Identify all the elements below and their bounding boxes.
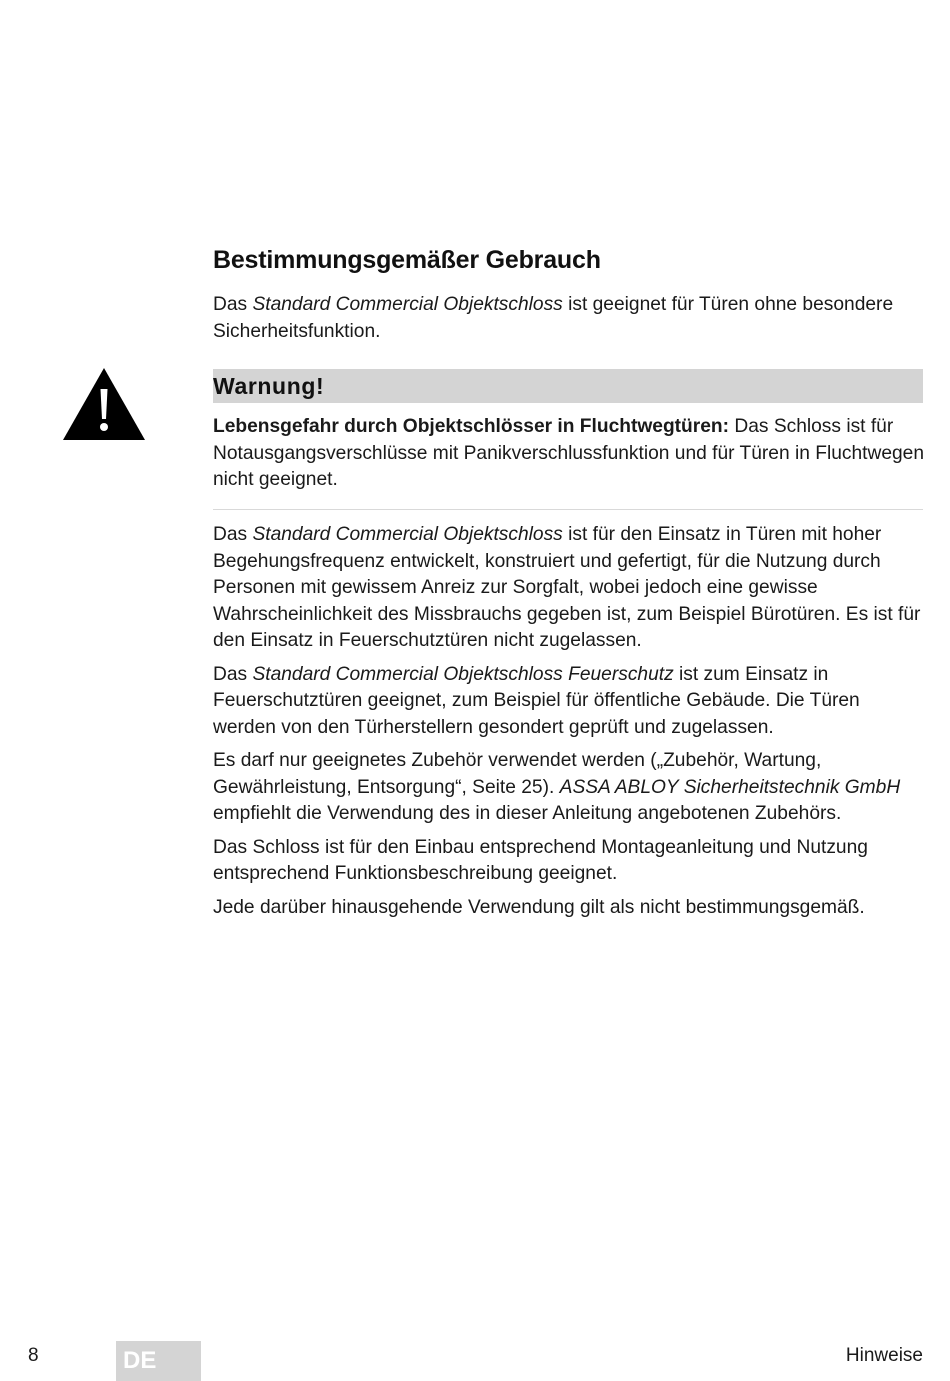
warning-triangle-icon: [62, 367, 146, 441]
paragraph-fire-protection: [213, 662, 925, 742]
warning-divider: [213, 509, 923, 510]
p1-product-name: Standard Commercial Objektschloss: [252, 524, 563, 545]
paragraph-usage: [213, 522, 925, 655]
section-heading: Bestimmungsgemäßer Gebrauch: [213, 246, 601, 274]
paragraph-installation: Das Schloss ist für den Einbau entsprechend Montageanleitung und Nutzung entsprechend Funktionsbeschreibung geeignet.: [213, 836, 868, 884]
warning-lead: Lebensgefahr durch Objektschlösser in Fluchtwegtüren:: [213, 416, 730, 437]
p1-text-1: Das: [213, 524, 253, 545]
section-name: Hinweise: [845, 1345, 923, 1366]
p2-product-name: Standard Commercial Objektschloss Feuerschutz: [252, 663, 674, 685]
warning-body: [213, 414, 925, 494]
warning-title: Warnung!: [213, 373, 325, 399]
p3-company-name: ASSA ABLOY Sicherheitstechnik GmbH: [559, 776, 901, 798]
paragraph-improper-use: Jede darüber hinausgehende Verwendung gilt als nicht bestimmungsgemäß.: [213, 896, 865, 918]
intro-text-1: Das: [213, 294, 253, 315]
p1-text-2: ist für den Einsatz in Türen mit hoher Begehungsfrequenz entwickelt, konstruiert und gefertigt, für die Nutzung durch Personen mit gewissem Anreiz zur Sorgfalt, wobei jedoch eine gewisse Wahrscheinlichkeit des Missbrauchs gegeben ist, zum Beispiel Bürotüren. Es ist für den Einsatz in Feuerschutztüren nicht zugelassen.: [213, 524, 921, 651]
paragraph-accessories: [213, 748, 925, 828]
body-text: [213, 522, 925, 928]
page-number: 8: [28, 1345, 39, 1366]
product-name: Standard Commercial Objektschloss: [252, 294, 563, 315]
p3-text-2: empfiehlt die Verwendung des in dieser Anleitung angebotenen Zubehörs.: [213, 803, 842, 824]
intro-text-2: ist geeignet für Türen ohne besondere Sicherheitsfunktion.: [213, 294, 894, 342]
intro-paragraph: [213, 292, 925, 345]
p3-text-1: Es darf nur geeignetes Zubehör verwendet werden („Zubehör, Wartung, Gewährleistung, Entsorgung“, Seite 25).: [213, 750, 822, 798]
language-tab: DE: [116, 1341, 201, 1381]
p2-text-1: Das: [213, 663, 253, 685]
p2-text-2: ist zum Einsatz in Feuerschutztüren geeignet, zum Beispiel für öffentliche Gebäude. Die Türen werden von den Türherstellern gesondert geprüft und zugelassen.: [213, 663, 860, 738]
warning-text: Das Schloss ist für Notausgangsverschlüsse mit Panikverschlussfunktion und für Türen in Fluchtwegen nicht geeignet.: [213, 416, 925, 490]
